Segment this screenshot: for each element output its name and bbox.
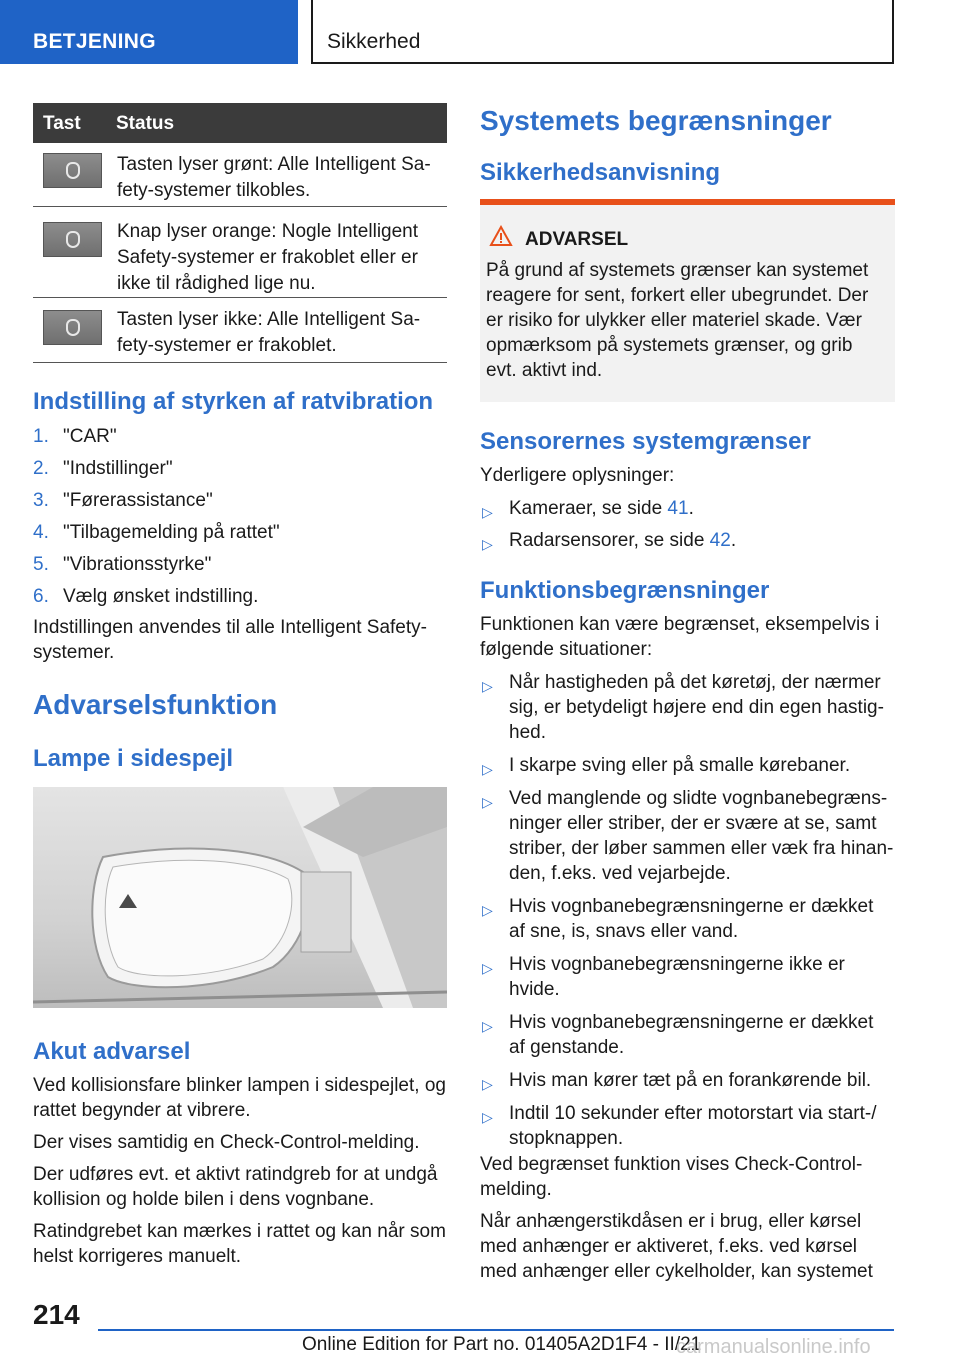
table-row <box>33 207 447 298</box>
triangle-bullet-icon: ▷ <box>482 536 493 552</box>
header-chapter-label: Sikkerhed <box>327 30 421 53</box>
list-item-line: stopknappen. <box>509 1128 624 1149</box>
list-item-line: sig, er betydeligt højere end din egen hastig‐ <box>509 697 884 718</box>
page-number: 214 <box>33 1299 80 1330</box>
list-item-line: Hvis vognbanebegrænsningerne ikke er <box>509 954 845 975</box>
table-row <box>33 143 447 207</box>
triangle-bullet-icon: ▷ <box>482 794 493 810</box>
status-line: fety-systemer er frakoblet. <box>117 335 337 356</box>
side-mirror-illustration <box>33 787 447 1008</box>
footer-edition: Online Edition for Part no. 01405A2D1F4 - II/21 <box>302 1334 702 1355</box>
warning-triangle-icon <box>489 225 513 247</box>
list-item-line: hvide. <box>509 979 560 1000</box>
heading-system-limits: Systemets begrænsninger <box>480 105 832 136</box>
status-line: ikke til rådighed lige nu. <box>117 273 316 294</box>
list-item-line: striber, der løber sammen eller væk fra hinan‐ <box>509 838 894 859</box>
list-item-line: ninger eller striber, der er svære at se, samt <box>509 813 877 834</box>
triangle-bullet-icon: ▷ <box>482 1076 493 1092</box>
list-item-line: af sne, is, snavs eller vand. <box>509 921 739 942</box>
table-row <box>33 298 447 363</box>
warning-text: På grund af systemets grænser kan systemet reagere for sent, forkert eller ubegrundet. Der er risiko for ulykker eller materiel skade. Vær opmærksom på systemets grænser, og grib evt. aktivt ind. <box>486 260 869 381</box>
page-link-42[interactable]: 42 <box>709 530 731 551</box>
triangle-bullet-icon: ▷ <box>482 504 493 520</box>
header-section-tab <box>0 0 298 64</box>
steps-list: 1. "CAR" 2. "Indstillinger" 3. "Førerassistance" 4. "Tilbagemelding på rattet" 5. "Vibrationsstyrke" 6. Vælg ønsket indstilling. <box>33 426 280 607</box>
status-line: Tasten lyser ikke: Alle Intelligent Sa‐ <box>117 309 421 330</box>
heading-acute-warning: Akut advarsel <box>33 1038 191 1065</box>
status-line: Safety-systemer er frakoblet eller er <box>117 247 418 268</box>
header-chapter-tab <box>311 0 894 64</box>
warning-title: ADVARSEL <box>525 229 629 250</box>
side-mirror-image <box>33 787 447 1008</box>
heading-sensor-limits: Sensorernes systemgrænser <box>480 428 811 455</box>
tail-text: Ved begrænset funktion vises Check-Control- melding. Når anhængerstikdåsen er i brug, eller kørsel med anhænger er aktiveret, f.eks. ved kørsel med anhænger eller cykelholder, kan systemet <box>480 1154 873 1282</box>
key-status-table <box>33 103 447 363</box>
list-item-line: af genstande. <box>509 1037 625 1058</box>
list-item-line: I skarpe sving eller på smalle kørebaner. <box>509 755 851 776</box>
status-line: fety-systemer tilkobles. <box>117 180 311 201</box>
footer-divider <box>98 1329 894 1331</box>
function-intro: Funktionen kan være begrænset, eksempelvis i følgende situationer: <box>480 614 880 660</box>
list-item-line: hed. <box>509 722 546 743</box>
triangle-bullet-icon: ▷ <box>482 960 493 976</box>
status-line: Knap lyser orange: Nogle Intelligent <box>117 221 419 242</box>
status-line: Tasten lyser grønt: Alle Intelligent Sa‐ <box>117 154 431 175</box>
heading-safety-notice: Sikkerhedsanvisning <box>480 159 721 186</box>
heading-function-limits: Funktionsbegrænsninger <box>480 577 770 604</box>
list-item-line: Hvis man kører tæt på en forankørende bil. <box>509 1070 872 1091</box>
header-section-label: BETJENING <box>33 30 156 53</box>
triangle-bullet-icon: ▷ <box>482 678 493 694</box>
list-item-line: Ved manglende og slidte vognbanebegræns‐ <box>509 788 888 809</box>
table-header <box>33 103 447 143</box>
vibration-note: Indstillingen anvendes til alle Intelligent Safety- systemer. <box>33 617 427 663</box>
intelligent-safety-button-icon <box>43 310 102 345</box>
list-item-line: Hvis vognbanebegrænsningerne er dækket <box>509 896 874 917</box>
page-link-41[interactable]: 41 <box>667 498 689 519</box>
watermark-text: carmanualsonline.info <box>676 1336 871 1358</box>
col-status-header: Status <box>116 113 175 134</box>
heading-vibration: Indstilling af styrken af ratvibration <box>33 388 434 415</box>
triangle-bullet-icon: ▷ <box>482 1109 493 1125</box>
sensors-intro: Yderligere oplysninger: <box>480 465 675 486</box>
col-key-header: Tast <box>43 113 81 134</box>
triangle-bullet-icon: ▷ <box>482 902 493 918</box>
list-item-line: Når hastigheden på det køretøj, der nærmer <box>509 672 881 693</box>
list-item-line: Indtil 10 sekunder efter motorstart via start-/ <box>509 1103 877 1124</box>
warning-box <box>480 199 895 402</box>
intelligent-safety-button-icon <box>43 153 102 188</box>
triangle-bullet-icon: ▷ <box>482 761 493 777</box>
list-item-line: den, f.eks. ved vejarbejde. <box>509 863 731 884</box>
acute-text: Ved kollisionsfare blinker lampen i sidespejlet, og rattet begynder at vibrere. Der vises samtidig en Check-Control-melding. Der udføres evt. et aktivt ratindgreb for at undgå kollision og holde bilen i dens vognbane. Ratindgrebet kan mærkes i rattet og kan når som helst korrigeres manuelt. <box>33 1075 446 1267</box>
heading-warning-function: Advarselsfunktion <box>33 689 278 720</box>
intelligent-safety-button-icon <box>43 222 102 257</box>
triangle-bullet-icon: ▷ <box>482 1018 493 1034</box>
heading-mirror-lamp: Lampe i sidespejl <box>33 745 234 772</box>
list-item-line: Hvis vognbanebegrænsningerne er dækket <box>509 1012 874 1033</box>
